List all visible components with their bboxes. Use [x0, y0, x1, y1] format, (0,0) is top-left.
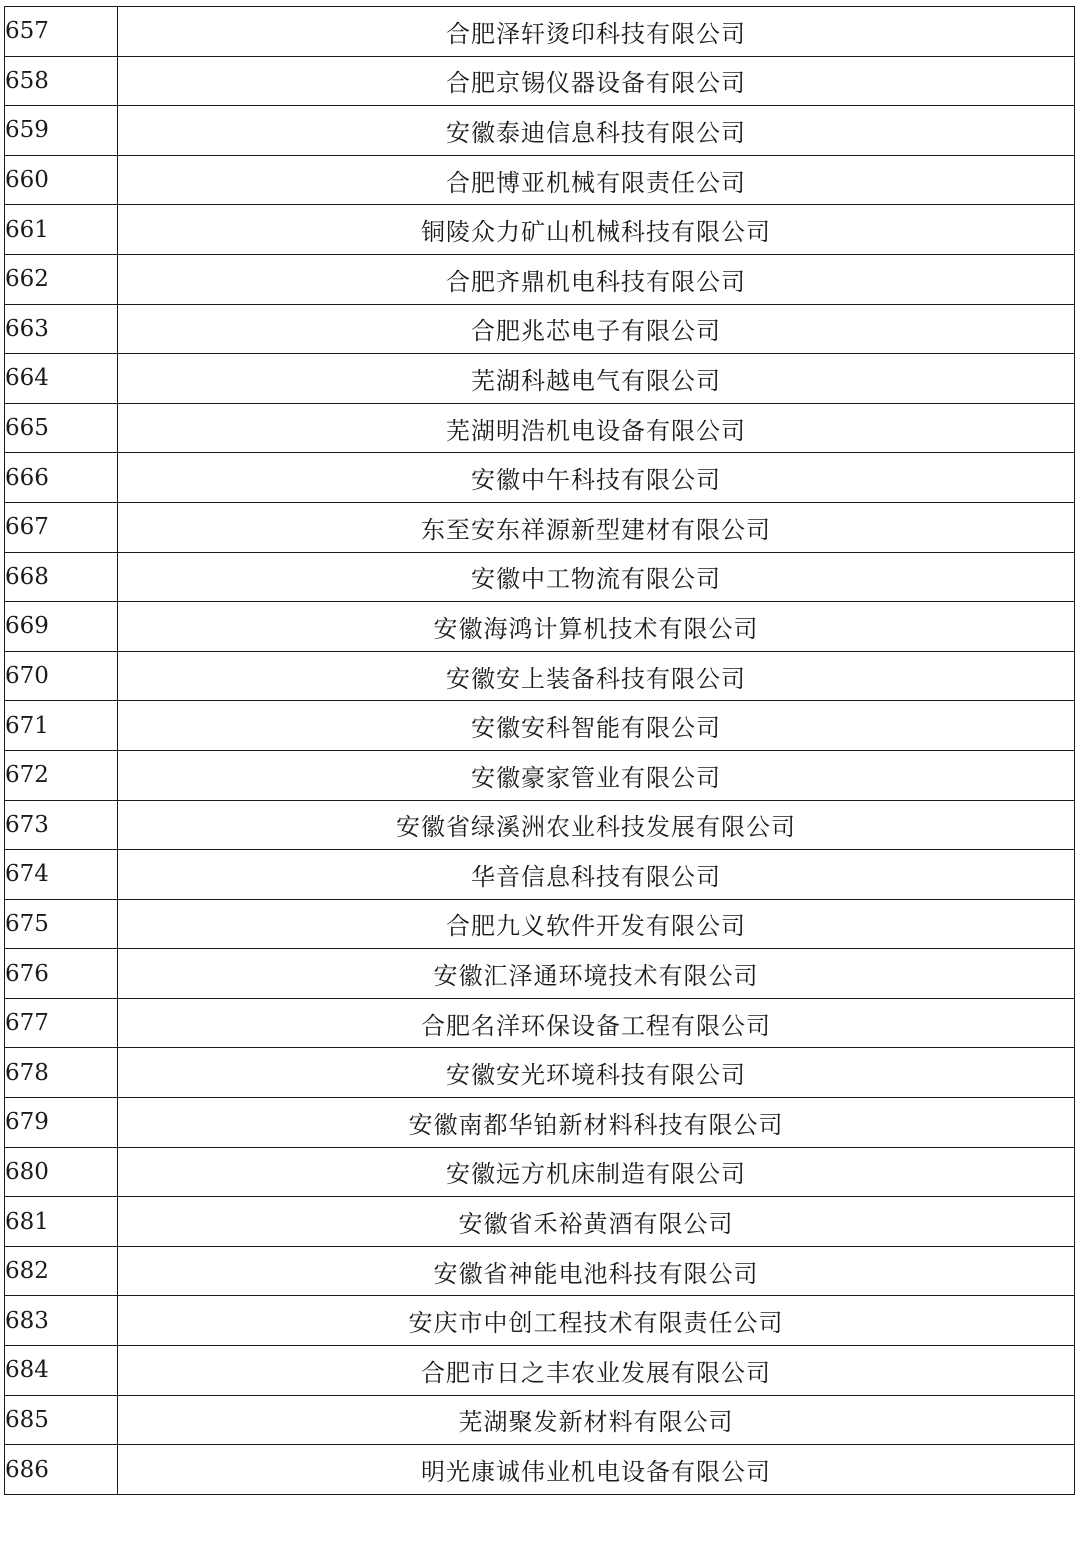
table-row	[5, 850, 1075, 900]
row-number-cell: 662	[5, 254, 118, 304]
company-name-cell: 安徽中工物流有限公司	[118, 552, 1075, 602]
company-list-table	[4, 6, 1075, 1495]
company-name-cell: 合肥市日之丰农业发展有限公司	[118, 1346, 1075, 1396]
company-list-sheet	[4, 6, 1075, 1495]
row-number-cell: 676	[5, 949, 118, 999]
company-name-cell: 芜湖科越电气有限公司	[118, 354, 1075, 404]
row-number-cell: 671	[5, 701, 118, 751]
table-row	[5, 998, 1075, 1048]
company-name-cell: 芜湖聚发新材料有限公司	[118, 1395, 1075, 1445]
company-name-cell: 安徽安光环境科技有限公司	[118, 1048, 1075, 1098]
company-name-cell: 华音信息科技有限公司	[118, 850, 1075, 900]
row-number-cell: 670	[5, 651, 118, 701]
table-row	[5, 1246, 1075, 1296]
table-row	[5, 1147, 1075, 1197]
company-name-cell: 安徽豪家管业有限公司	[118, 750, 1075, 800]
table-row	[5, 602, 1075, 652]
company-name-cell: 安徽海鸿计算机技术有限公司	[118, 602, 1075, 652]
row-number-cell: 672	[5, 750, 118, 800]
row-number-cell: 661	[5, 205, 118, 255]
row-number-cell: 665	[5, 403, 118, 453]
company-list-body	[5, 7, 1075, 1495]
row-number-cell: 686	[5, 1445, 118, 1495]
row-number-cell: 678	[5, 1048, 118, 1098]
row-number-cell: 683	[5, 1296, 118, 1346]
table-row	[5, 155, 1075, 205]
table-row	[5, 1296, 1075, 1346]
table-row	[5, 56, 1075, 106]
table-row	[5, 403, 1075, 453]
company-name-cell: 东至安东祥源新型建材有限公司	[118, 502, 1075, 552]
company-name-cell: 安徽中午科技有限公司	[118, 453, 1075, 503]
row-number-cell: 673	[5, 800, 118, 850]
row-number-cell: 657	[5, 7, 118, 57]
table-row	[5, 1098, 1075, 1148]
table-row	[5, 354, 1075, 404]
row-number-cell: 658	[5, 56, 118, 106]
company-name-cell: 合肥京锡仪器设备有限公司	[118, 56, 1075, 106]
company-name-cell: 安徽省禾裕黄酒有限公司	[118, 1197, 1075, 1247]
row-number-cell: 664	[5, 354, 118, 404]
company-name-cell: 明光康诚伟业机电设备有限公司	[118, 1445, 1075, 1495]
row-number-cell: 669	[5, 602, 118, 652]
row-number-cell: 681	[5, 1197, 118, 1247]
table-row	[5, 552, 1075, 602]
table-row	[5, 205, 1075, 255]
table-row	[5, 800, 1075, 850]
row-number-cell: 680	[5, 1147, 118, 1197]
table-row	[5, 502, 1075, 552]
table-row	[5, 304, 1075, 354]
company-name-cell: 铜陵众力矿山机械科技有限公司	[118, 205, 1075, 255]
company-name-cell: 合肥名洋环保设备工程有限公司	[118, 998, 1075, 1048]
row-number-cell: 659	[5, 106, 118, 156]
company-name-cell: 合肥齐鼎机电科技有限公司	[118, 254, 1075, 304]
row-number-cell: 660	[5, 155, 118, 205]
company-name-cell: 芜湖明浩机电设备有限公司	[118, 403, 1075, 453]
company-name-cell: 安徽远方机床制造有限公司	[118, 1147, 1075, 1197]
company-name-cell: 安徽汇泽通环境技术有限公司	[118, 949, 1075, 999]
row-number-cell: 667	[5, 502, 118, 552]
company-name-cell: 合肥九义软件开发有限公司	[118, 899, 1075, 949]
row-number-cell: 675	[5, 899, 118, 949]
table-row	[5, 7, 1075, 57]
company-name-cell: 合肥泽轩烫印科技有限公司	[118, 7, 1075, 57]
row-number-cell: 679	[5, 1098, 118, 1148]
row-number-cell: 677	[5, 998, 118, 1048]
company-name-cell: 安徽省神能电池科技有限公司	[118, 1246, 1075, 1296]
table-row	[5, 1395, 1075, 1445]
table-row	[5, 1197, 1075, 1247]
company-name-cell: 合肥博亚机械有限责任公司	[118, 155, 1075, 205]
table-row	[5, 254, 1075, 304]
table-row	[5, 899, 1075, 949]
table-row	[5, 701, 1075, 751]
company-name-cell: 安徽南都华铂新材料科技有限公司	[118, 1098, 1075, 1148]
table-row	[5, 949, 1075, 999]
row-number-cell: 682	[5, 1246, 118, 1296]
row-number-cell: 668	[5, 552, 118, 602]
row-number-cell: 674	[5, 850, 118, 900]
company-name-cell: 安徽安科智能有限公司	[118, 701, 1075, 751]
row-number-cell: 663	[5, 304, 118, 354]
table-row	[5, 651, 1075, 701]
row-number-cell: 666	[5, 453, 118, 503]
row-number-cell: 684	[5, 1346, 118, 1396]
table-row	[5, 453, 1075, 503]
row-number-cell: 685	[5, 1395, 118, 1445]
company-name-cell: 安庆市中创工程技术有限责任公司	[118, 1296, 1075, 1346]
table-row	[5, 106, 1075, 156]
table-row	[5, 1445, 1075, 1495]
table-row	[5, 750, 1075, 800]
company-name-cell: 安徽省绿溪洲农业科技发展有限公司	[118, 800, 1075, 850]
company-name-cell: 安徽安上装备科技有限公司	[118, 651, 1075, 701]
table-row	[5, 1346, 1075, 1396]
company-name-cell: 合肥兆芯电子有限公司	[118, 304, 1075, 354]
company-name-cell: 安徽泰迪信息科技有限公司	[118, 106, 1075, 156]
table-row	[5, 1048, 1075, 1098]
